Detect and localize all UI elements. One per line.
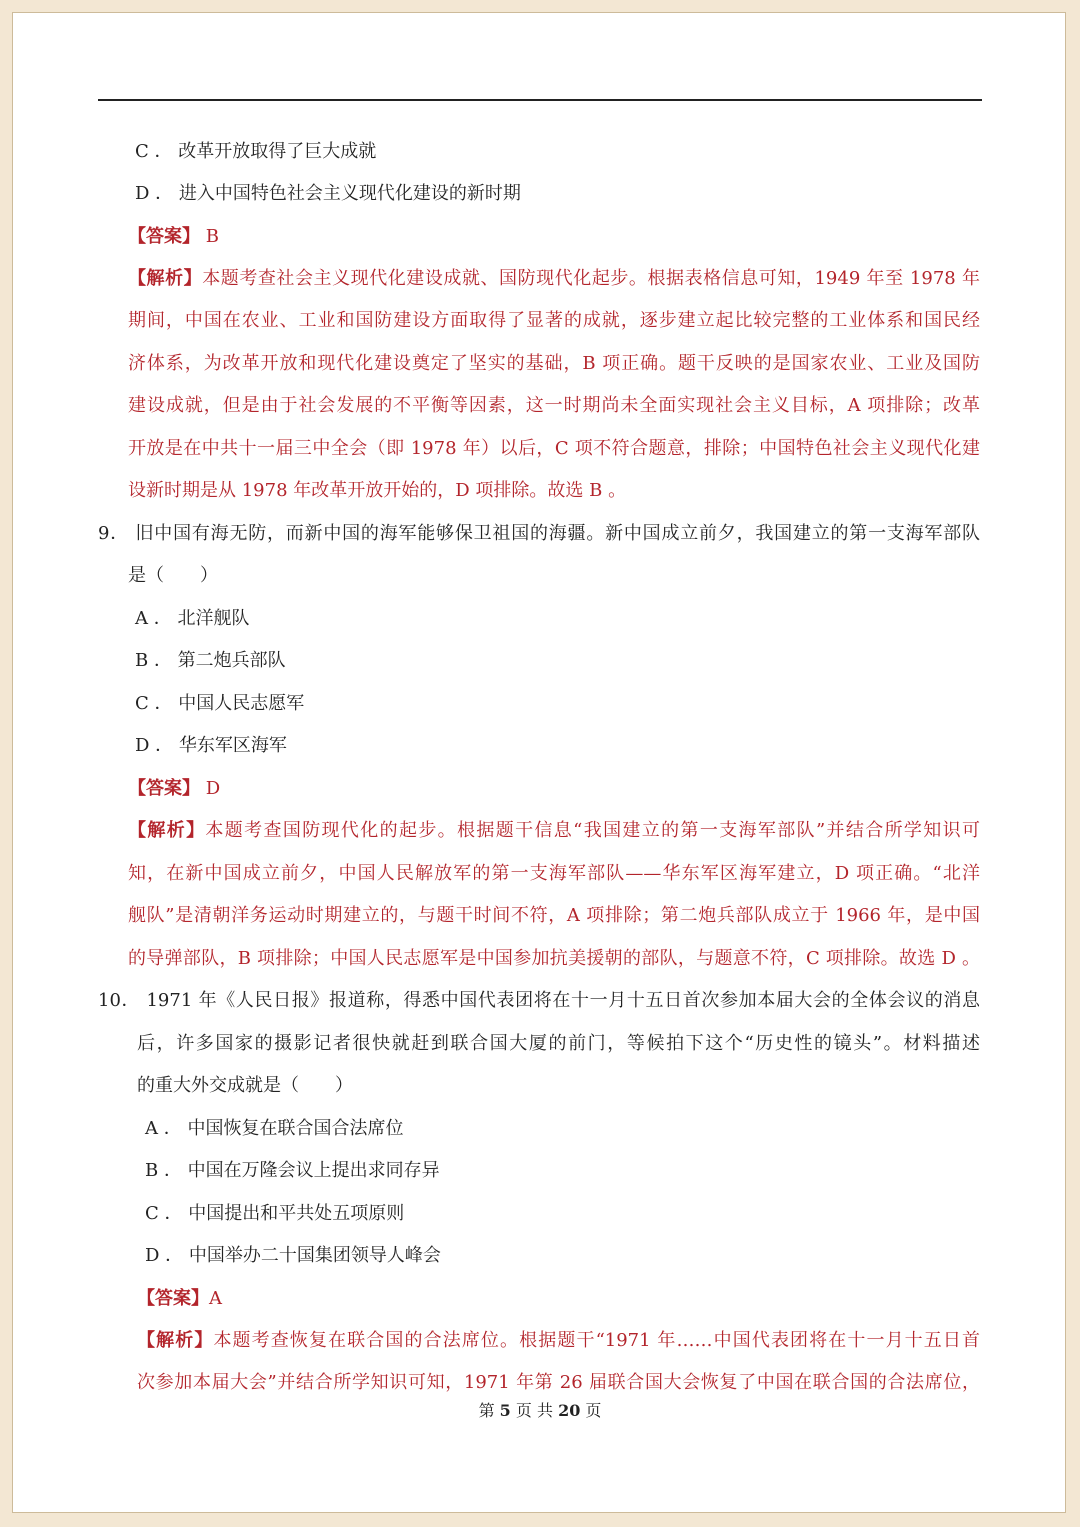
answer-value: D	[200, 778, 221, 799]
analysis-tag: 【解析】	[128, 268, 203, 289]
analysis-prev-line-1: 【解析】本题考查社会主义现代化建设成就、国防现代化起步。根据表格信息可知，1949 年至 1978 年	[128, 268, 981, 289]
analysis-prev-line-6: 设新时期是从 1978 年改革开放开始的，D 项排除。故选 B 。	[128, 480, 627, 501]
analysis-tag: 【解析】	[137, 1330, 214, 1351]
question-10-option-d: D ． 中国举办二十国集团领导人峰会	[145, 1245, 441, 1266]
page-number: 5	[499, 1401, 511, 1420]
analysis-tag: 【解析】	[128, 820, 206, 841]
question-9-stem-1: 9． 旧中国有海无防，而新中国的海军能够保卫祖国的海疆。新中国成立前夕，我国建立的第一支海军部队	[98, 523, 980, 544]
option-c-prev: C ． 改革开放取得了巨大成就	[135, 141, 377, 162]
question-10-option-c: C ． 中国提出和平共处五项原则	[145, 1203, 405, 1224]
question-10-stem-3: 的重大外交成就是（ ）	[137, 1075, 353, 1096]
question-9-answer	[128, 777, 220, 801]
question-10-analysis-2: 次参加本届大会”并结合所学知识可知，1971 年第 26 届联合国大会恢复了中国在联合国的合法席位，	[137, 1372, 980, 1393]
answer-prev	[128, 225, 219, 249]
analysis-prev-line-3: 济体系，为改革开放和现代化建设奠定了坚实的基础，B 项正确。题干反映的是国家农业、工业及国防	[128, 353, 980, 374]
analysis-prev-line-2: 期间，中国在农业、工业和国防建设方面取得了显著的成就，逐步建立起比较完整的工业体系和国民经	[128, 310, 980, 331]
question-9-option-c: C ． 中国人民志愿军	[135, 693, 305, 714]
question-9-analysis-1: 【解析】本题考查国防现代化的起步。根据题干信息“我国建立的第一支海军部队”并结合所学知识可	[128, 820, 980, 841]
question-10-answer	[137, 1287, 222, 1311]
question-9-option-a: A ． 北洋舰队	[135, 608, 250, 629]
question-9-analysis-4: 的导弹部队，B 项排除；中国人民志愿军是中国参加抗美援朝的部队，与题意不符，C 项排除。故选 D 。	[128, 948, 980, 969]
answer-tag: 【答案】	[128, 226, 200, 247]
page-total: 20	[558, 1401, 581, 1420]
question-9-option-b: B ． 第二炮兵部队	[135, 650, 286, 671]
question-9-stem-2: 是（ ）	[128, 565, 218, 586]
analysis-prev-line-4: 建设成就，但是由于社会发展的不平衡等因素，这一时期尚未全面实现社会主义目标，A 项排除；改革	[128, 395, 980, 416]
question-10-stem-1: 10． 1971 年《人民日报》报道称，得悉中国代表团将在十一月十五日首次参加本届大会的全体会议的消息	[98, 990, 980, 1011]
answer-value: A	[209, 1288, 222, 1309]
question-10-option-b: B ． 中国在万隆会议上提出求同存异	[145, 1160, 440, 1181]
question-10-analysis-1: 【解析】本题考查恢复在联合国的合法席位。根据题干“1971 年……中国代表团将在十一月十五日首	[137, 1330, 981, 1351]
question-10-option-a: A ． 中国恢复在联合国合法席位	[145, 1118, 404, 1139]
option-d-prev: D ． 进入中国特色社会主义现代化建设的新时期	[135, 183, 521, 204]
analysis-prev-line-5: 开放是在中共十一届三中全会（即 1978 年）以后，C 项不符合题意，排除；中国特色社会主义现代化建	[128, 438, 980, 459]
question-9-analysis-3: 舰队”是清朝洋务运动时期建立的，与题干时间不符，A 项排除；第二炮兵部队成立于 1966 年，是中国	[128, 905, 980, 926]
page-footer: 第 5 页 共 20 页	[478, 1401, 602, 1420]
answer-tag: 【答案】	[137, 1288, 209, 1309]
answer-tag: 【答案】	[128, 778, 200, 799]
question-9-option-d: D ． 华东军区海军	[135, 735, 287, 756]
question-9-analysis-2: 知，在新中国成立前夕，中国人民解放军的第一支海军部队——华东军区海军建立，D 项正确。“北洋	[128, 863, 980, 884]
header-rule	[98, 99, 982, 101]
question-10-stem-2: 后，许多国家的摄影记者很快就赶到联合国大厦的前门，等候拍下这个“历史性的镜头”。材料描述	[137, 1033, 980, 1054]
answer-value: B	[200, 226, 219, 247]
